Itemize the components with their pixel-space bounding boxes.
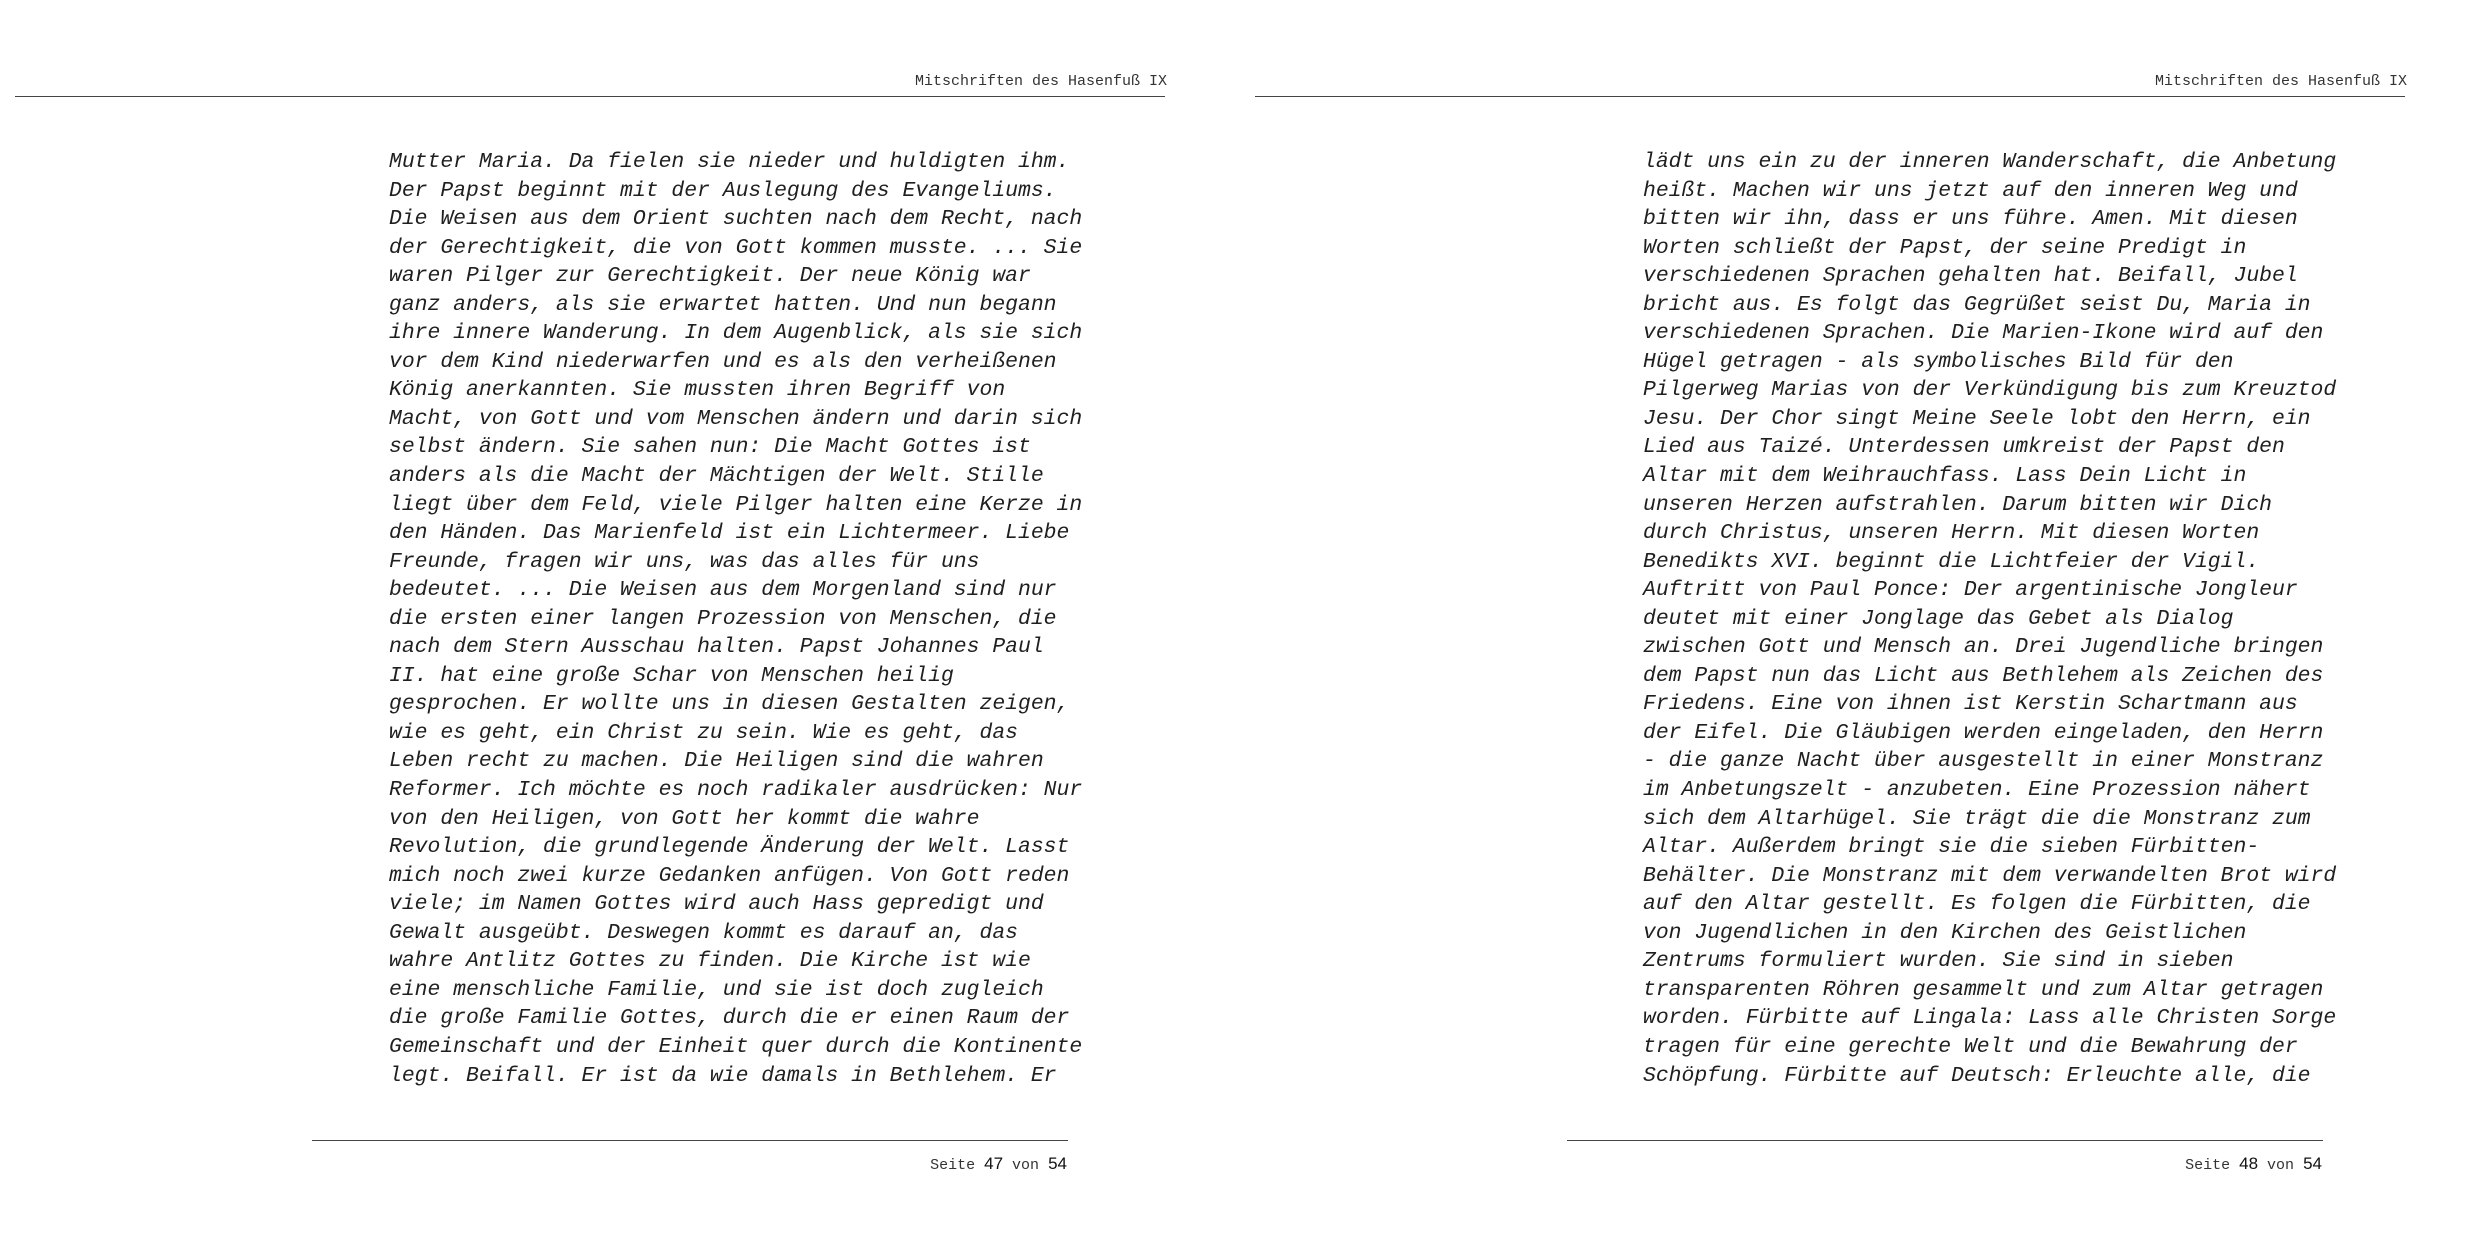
text-line: die ersten einer langen Prozession von Menschen, die — [389, 606, 1057, 631]
text-line: zwischen Gott und Mensch an. Drei Jugendliche bringen — [1643, 635, 2324, 660]
text-line: eine menschliche Familie, und sie ist doch zugleich — [389, 977, 1044, 1002]
text-line: II. hat eine große Schar von Menschen heilig — [389, 663, 954, 688]
text-line: selbst ändern. Sie sahen nun: Die Macht Gottes ist — [389, 435, 1031, 460]
text-line: Behälter. Die Monstranz mit dem verwandelten Brot wird — [1643, 863, 2337, 888]
text-line: heißt. Machen wir uns jetzt auf den inneren Weg und — [1643, 178, 2298, 203]
running-header: Mitschriften des Hasenfuß IX — [2154, 73, 2407, 90]
text-line: Gewalt ausgeübt. Deswegen kommt es darauf an, das — [389, 920, 1018, 945]
text-line: anders als die Macht der Mächtigen der Welt. Stille — [389, 464, 1044, 489]
text-line: Altar mit dem Weihrauchfass. Lass Dein Licht in — [1643, 464, 2247, 489]
text-line: waren Pilger zur Gerechtigkeit. Der neue König war — [389, 264, 1031, 289]
text-line: der Eifel. Die Gläubigen werden eingeladen, den Herrn — [1643, 720, 2324, 745]
text-line: Der Papst beginnt mit der Auslegung des Evangeliums. — [389, 178, 1057, 203]
running-header: Mitschriften des Hasenfuß IX — [914, 73, 1167, 90]
text-line: bedeutet. ... Die Weisen aus dem Morgenland sind nur — [389, 578, 1057, 603]
page-total: 54 — [2303, 1154, 2322, 1173]
text-line: den Händen. Das Marienfeld ist ein Lichtermeer. Liebe — [389, 521, 1070, 546]
text-line: König anerkannten. Sie mussten ihren Begriff von — [389, 378, 1006, 403]
text-line: worden. Fürbitte auf Lingala: Lass alle Christen Sorge — [1643, 1006, 2337, 1031]
text-line: legt. Beifall. Er ist da wie damals in Bethlehem. Er — [389, 1063, 1057, 1088]
text-line: lädt uns ein zu der inneren Wanderschaft, die Anbetung — [1643, 150, 2337, 174]
text-line: vor dem Kind niederwarfen und es als den verheißenen — [389, 349, 1057, 374]
footer-rule — [312, 1140, 1068, 1141]
header-rule — [15, 96, 1165, 97]
text-line: der Gerechtigkeit, die von Gott kommen musste. ... Sie — [389, 235, 1083, 260]
text-line: im Anbetungszelt - anzubeten. Eine Prozession nähert — [1643, 778, 2311, 803]
footer-prefix: Seite — [930, 1157, 976, 1174]
text-line: Leben recht zu machen. Die Heiligen sind die wahren — [389, 749, 1044, 774]
text-line: transparenten Röhren gesammelt und zum Altar getragen — [1643, 977, 2324, 1002]
text-line: tragen für eine gerechte Welt und die Bewahrung der — [1643, 1034, 2298, 1059]
text-line: verschiedenen Sprachen. Die Marien-Ikone wird auf den — [1643, 321, 2324, 346]
text-line: ganz anders, als sie erwartet hatten. Und nun begann — [389, 292, 1057, 317]
text-line: viele; im Namen Gottes wird auch Hass gepredigt und — [389, 892, 1044, 917]
text-line: Worten schließt der Papst, der seine Predigt in — [1643, 235, 2247, 260]
text-line: - die ganze Nacht über ausgestellt in einer Monstranz — [1643, 749, 2324, 774]
text-line: Gemeinschaft und der Einheit quer durch die Kontinente — [389, 1034, 1083, 1059]
text-line: Benedikts XVI. beginnt die Lichtfeier der Vigil. — [1643, 549, 2260, 574]
text-line: von den Heiligen, von Gott her kommt die wahre — [389, 806, 980, 831]
text-line: mich noch zwei kurze Gedanken anfügen. Von Gott reden — [389, 863, 1070, 888]
page-total: 54 — [1048, 1154, 1067, 1173]
footer-middle: von — [1012, 1157, 1040, 1174]
page-footer — [930, 1154, 1067, 1174]
text-line: Die Weisen aus dem Orient suchten nach dem Recht, nach — [389, 207, 1083, 232]
text-line: Revolution, die grundlegende Änderung der Welt. Lasst — [389, 835, 1070, 860]
text-line: durch Christus, unseren Herrn. Mit diesen Worten — [1643, 521, 2260, 546]
footer-rule — [1567, 1140, 2323, 1141]
text-line: von Jugendlichen in den Kirchen des Geistlichen — [1643, 920, 2247, 945]
page-number: 48 — [2239, 1154, 2259, 1173]
text-line: Altar. Außerdem bringt sie die sieben Fürbitten- — [1643, 835, 2260, 860]
text-line: gesprochen. Er wollte uns in diesen Gestalten zeigen, — [389, 692, 1070, 717]
text-line: Reformer. Ich möchte es noch radikaler ausdrücken: Nur — [389, 778, 1083, 803]
text-line: Zentrums formuliert wurden. Sie sind in sieben — [1643, 949, 2234, 974]
text-line: bitten wir ihn, dass er uns führe. Amen. Mit diesen — [1643, 207, 2298, 232]
text-line: wahre Antlitz Gottes zu finden. Die Kirche ist wie — [389, 949, 1031, 974]
text-line: Auftritt von Paul Ponce: Der argentinische Jongleur — [1643, 578, 2298, 603]
page-number: 47 — [984, 1154, 1004, 1173]
text-line: die große Familie Gottes, durch die er einen Raum der — [389, 1006, 1070, 1031]
page-footer — [2185, 1154, 2322, 1174]
text-line: Mutter Maria. Da fielen sie nieder und huldigten ihm. — [389, 150, 1070, 174]
text-line: sich dem Altarhügel. Sie trägt die die Monstranz zum — [1643, 806, 2311, 831]
footer-middle: von — [2267, 1157, 2295, 1174]
text-line: nach dem Stern Ausschau halten. Papst Johannes Paul — [389, 635, 1044, 660]
text-line: Friedens. Eine von ihnen ist Kerstin Schartmann aus — [1643, 692, 2298, 717]
text-line: ihre innere Wanderung. In dem Augenblick, als sie sich — [389, 321, 1083, 346]
body-text — [389, 148, 1129, 1090]
text-line: auf den Altar gestellt. Es folgen die Fürbitten, die — [1643, 892, 2311, 917]
body-text — [1643, 148, 2383, 1090]
text-line: unseren Herzen aufstrahlen. Darum bitten wir Dich — [1643, 492, 2272, 517]
text-line: Macht, von Gott und vom Menschen ändern und darin sich — [389, 406, 1083, 431]
text-line: verschiedenen Sprachen gehalten hat. Beifall, Jubel — [1643, 264, 2298, 289]
text-line: Freunde, fragen wir uns, was das alles für uns — [389, 549, 980, 574]
text-line: liegt über dem Feld, viele Pilger halten eine Kerze in — [389, 492, 1083, 517]
text-line: Lied aus Taizé. Unterdessen umkreist der Papst den — [1643, 435, 2285, 460]
text-line: Jesu. Der Chor singt Meine Seele lobt den Herrn, ein — [1643, 406, 2311, 431]
text-line: Pilgerweg Marias von der Verkündigung bis zum Kreuztod — [1643, 378, 2337, 403]
text-line: Hügel getragen - als symbolisches Bild für den — [1643, 349, 2234, 374]
header-rule — [1255, 96, 2405, 97]
text-line: Schöpfung. Fürbitte auf Deutsch: Erleuchte alle, die — [1643, 1063, 2311, 1088]
text-line: bricht aus. Es folgt das Gegrüßet seist Du, Maria in — [1643, 292, 2311, 317]
text-line: dem Papst nun das Licht aus Bethlehem als Zeichen des — [1643, 663, 2324, 688]
text-line: wie es geht, ein Christ zu sein. Wie es geht, das — [389, 720, 1018, 745]
page-right — [1240, 0, 2480, 1240]
text-line: deutet mit einer Jonglage das Gebet als Dialog — [1643, 606, 2234, 631]
footer-prefix: Seite — [2185, 1157, 2231, 1174]
